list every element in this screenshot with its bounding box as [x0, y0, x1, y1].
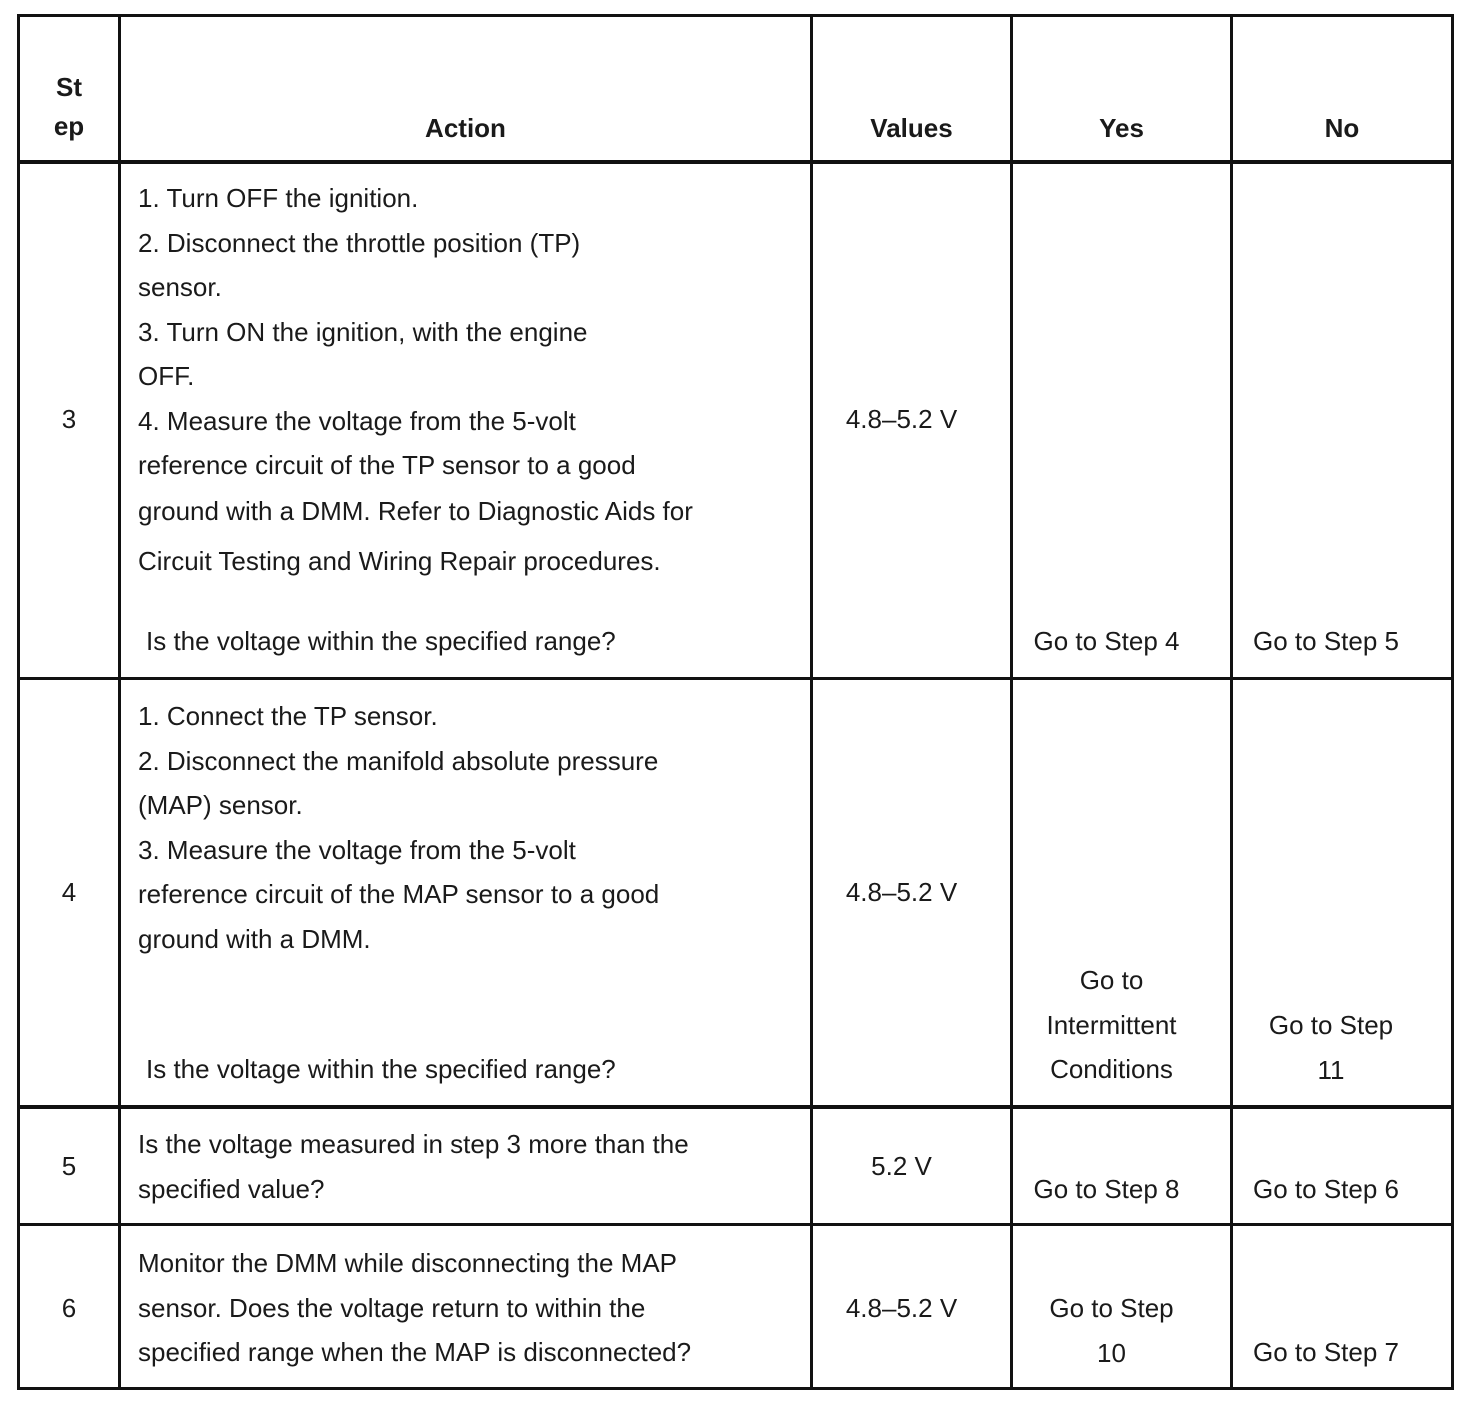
action-line: 2. Disconnect the manifold absolute pressure [138, 745, 659, 776]
column-divider [118, 14, 121, 1390]
yes-line: Intermittent [1046, 1009, 1177, 1040]
table-border-right [1451, 14, 1454, 1390]
header-no: No [1324, 113, 1360, 143]
yes-line: Go to [1079, 965, 1144, 995]
action-text [138, 694, 798, 961]
step-number: 4 [61, 877, 77, 907]
yes-result [1013, 958, 1210, 1092]
value-range: 4.8–5.2 V [845, 877, 958, 907]
action-line: Circuit Testing and Wiring Repair procedures. [138, 545, 661, 576]
yes-line: Go to Step [1049, 1293, 1174, 1323]
action-line: 3. Turn ON the ignition, with the engine [138, 316, 588, 347]
action-line: Monitor the DMM while disconnecting the MAP [138, 1248, 678, 1278]
action-text [138, 176, 798, 588]
action-line: Is the voltage measured in step 3 more than the [138, 1129, 689, 1159]
action-line: reference circuit of the MAP sensor to a good [138, 879, 660, 909]
value-range: 4.8–5.2 V [845, 404, 958, 434]
no-result: Go to Step 6 [1253, 1174, 1399, 1204]
yes-line: 10 [1097, 1337, 1126, 1368]
yes-line: Conditions [1050, 1054, 1173, 1084]
table-border-top [17, 14, 1454, 17]
action-line: OFF. [138, 361, 195, 391]
no-result [1233, 1003, 1429, 1092]
row-divider [17, 677, 1454, 680]
no-line: Go to Step [1268, 1010, 1394, 1040]
no-line: 11 [1317, 1054, 1345, 1085]
yes-result: Go to Step 4 [1033, 626, 1180, 656]
header-divider [17, 160, 1454, 164]
no-result: Go to Step 7 [1253, 1337, 1399, 1367]
row-divider [17, 1223, 1454, 1226]
table-border-bottom [17, 1387, 1454, 1390]
action-line: 2. Disconnect the throttle position (TP) [138, 227, 581, 258]
step-number: 6 [61, 1293, 77, 1323]
diagnostic-table [17, 14, 1454, 1390]
action-line: 4. Measure the voltage from the 5-volt [138, 405, 576, 436]
action-line: 1. Turn OFF the ignition. [138, 183, 419, 213]
value-range: 5.2 V [871, 1151, 932, 1181]
step-number: 5 [61, 1151, 77, 1181]
action-line: ground with a DMM. Refer to Diagnostic Aids for [138, 495, 693, 526]
action-line: specified range when the MAP is disconnected? [138, 1337, 692, 1367]
no-result: Go to Step 5 [1253, 626, 1399, 656]
action-line: reference circuit of the TP sensor to a good [138, 450, 636, 480]
header-yes: Yes [1099, 113, 1144, 143]
yes-result [1013, 1286, 1210, 1375]
action-line: sensor. [138, 272, 222, 302]
header-values: Values [870, 113, 953, 143]
question-text: Is the voltage within the specified range? [146, 1054, 616, 1084]
row-divider [17, 1105, 1454, 1109]
header-action: Action [425, 113, 506, 143]
value-range: 4.8–5.2 V [845, 1293, 958, 1323]
action-line: sensor. Does the voltage return to within the [138, 1292, 646, 1323]
action-line: specified value? [138, 1173, 325, 1204]
yes-result: Go to Step 8 [1033, 1174, 1180, 1204]
header-step: St ep [53, 72, 85, 141]
action-line: (MAP) sensor. [138, 790, 303, 820]
action-line: ground with a DMM. [138, 923, 371, 954]
action-line: 3. Measure the voltage from the 5-volt [138, 834, 576, 865]
step-number: 3 [61, 404, 77, 434]
action-text [138, 1241, 798, 1375]
question-text: Is the voltage within the specified range? [146, 626, 616, 656]
action-line: 1. Connect the TP sensor. [138, 701, 438, 731]
action-text [138, 1122, 798, 1211]
